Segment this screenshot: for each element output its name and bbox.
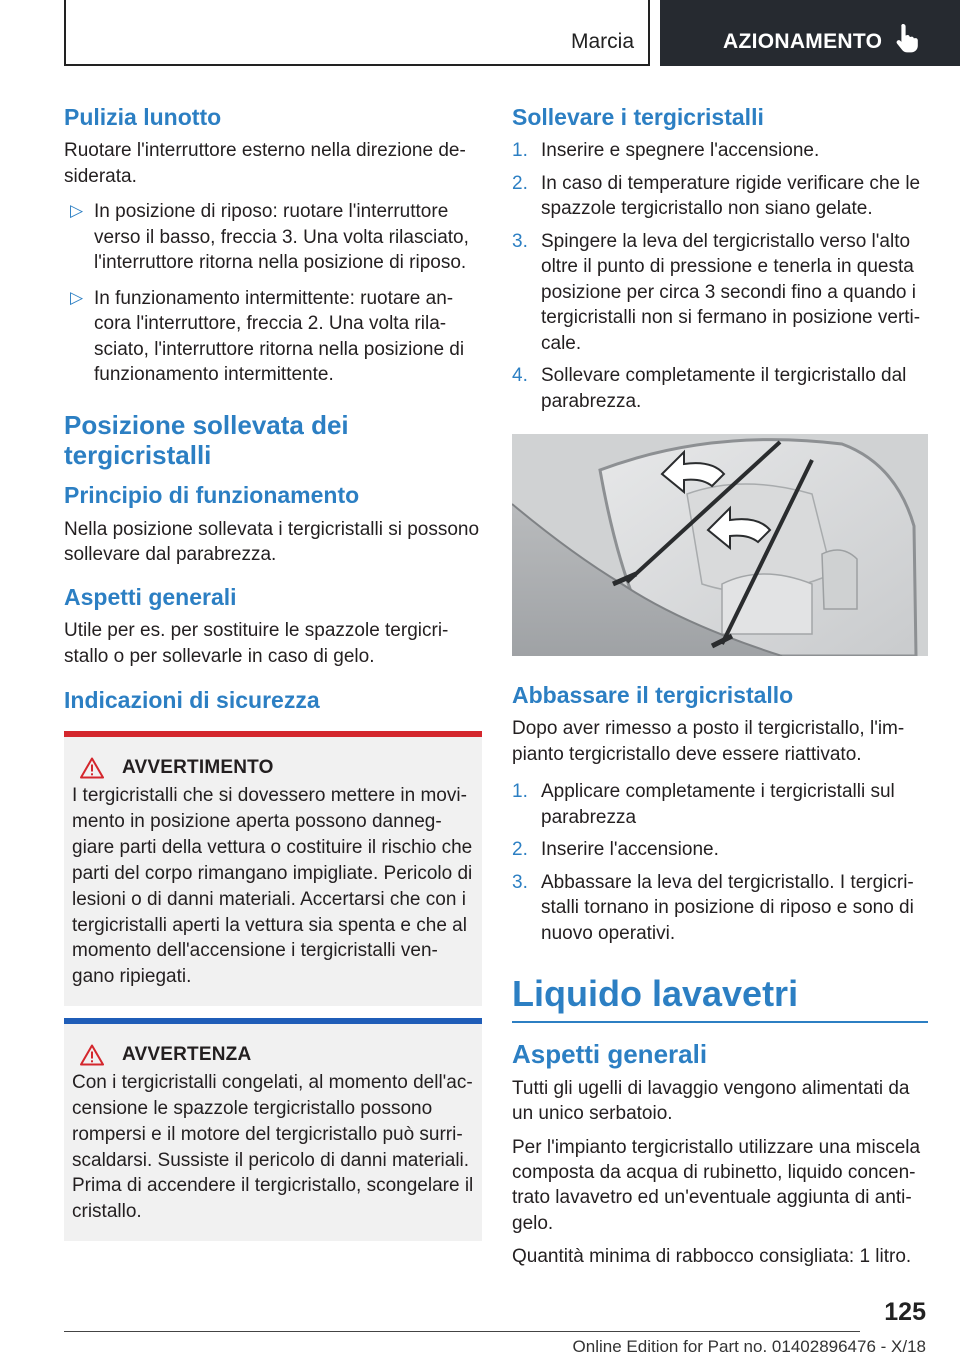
list-item xyxy=(512,171,928,222)
heading-indicazioni-sicurezza: Indicazioni di sicurezza xyxy=(64,687,320,714)
notice-text: Con i tergicristalli congelati, al momento dell'ac-censione le spazzole tergicristallo possono rompersi e il motore del tergicristallo può surri-scaldarsi. Sussiste il pericolo di danni materiali. Prima di accendere il tergicristallo, scongelare il cristallo. xyxy=(72,1072,474,1223)
warning-triangle-icon xyxy=(80,757,104,779)
header-section-box xyxy=(660,0,960,66)
heading-sollevare: Sollevare i tergicristalli xyxy=(512,104,764,130)
bullet-list xyxy=(64,199,482,387)
paragraph-aspetti: Utile per es. per sostituire le spazzole tergicri-stallo o per sollevarle in caso di gelo. xyxy=(64,620,449,667)
warning-triangle-icon xyxy=(80,1044,104,1066)
step-text: Spingere la leva del tergicristallo verso l'alto oltre il punto di pressione e tenerla in questa posizione per circa 3 secondi fino a quando i tergicristalli non si fermano in posizione verti-cale. xyxy=(541,230,921,354)
step-text: Abbassare la leva del tergicristallo. I tergicri-stalli tornano in posizione di riposo e sono di nuovo operativi. xyxy=(541,871,914,944)
right-column xyxy=(512,98,928,1278)
step-number: 1. xyxy=(512,140,528,162)
step-number: 1. xyxy=(512,781,528,803)
left-column xyxy=(64,98,482,1241)
heading-liquido-lavavetri: Liquido lavavetri xyxy=(512,973,799,1015)
step-number: 2. xyxy=(512,839,528,861)
list-item-text: In funzionamento intermittente: ruotare an-cora l'interruttore, freccia 2. Una volta rila-sciato, l'interruttore ritorna nella posizione di funzionamento intermittente. xyxy=(94,287,465,386)
footer-edition: Online Edition for Part no. 01402896476 - X/18 xyxy=(572,1337,926,1356)
paragraph-principio: Nella posizione sollevata i tergicristalli si possono sollevare dal parabrezza. xyxy=(64,518,480,566)
paragraph-miscela: Per l'impianto tergicristallo utilizzare una miscela composta da acqua di rubinetto, liquido concen-trato lavavetro ed un'eventuale aggiunta di anti-gelo. xyxy=(512,1136,921,1234)
heading-posizione-sollevata: Posizione sollevata dei tergicristalli xyxy=(64,409,349,470)
heading-aspetti-generali: Aspetti generali xyxy=(64,583,237,610)
header-subsection-box xyxy=(64,0,650,66)
step-text: In caso di temperature rigide verificare che le spazzole tergicristallo non siano gelate. xyxy=(541,172,921,220)
warning-box xyxy=(64,731,482,1006)
page-header xyxy=(0,0,960,66)
heading-abbassare: Abbassare il tergicristallo xyxy=(512,681,794,708)
list-item xyxy=(512,363,928,414)
wiper-illustration xyxy=(512,434,928,656)
notice-title: AVVERTENZA xyxy=(122,1044,252,1066)
heading-aspetti-generali-2: Aspetti generali xyxy=(512,1039,708,1070)
steps-sollevare xyxy=(512,138,928,414)
warning-title: AVVERTIMENTO xyxy=(122,757,274,779)
footer-divider xyxy=(64,1331,860,1332)
step-number: 3. xyxy=(512,230,528,252)
wiper-raised-image xyxy=(512,434,928,656)
paragraph-abbassare: Dopo aver rimesso a posto il tergicristallo, l'im-pianto tergicristallo deve essere riattivato. xyxy=(512,718,905,765)
hand-pointer-icon xyxy=(894,22,922,54)
list-item xyxy=(512,229,928,356)
steps-abbassare xyxy=(512,779,928,946)
warning-text: I tergicristalli che si dovessero mettere in movi-mento in posizione aperta possono danneg-giare parti della vettura o costituire il rischio che parti del corpo rimangano impigliate. Pericolo di lesioni o di danni materiali. Accertarsi che con i tergicristalli aperti la vettura sia spenta e che al momento dell'accensione i tergicristalli ven-gano ripiegati. xyxy=(72,785,473,988)
list-item xyxy=(512,779,928,830)
notice-header xyxy=(80,1044,474,1066)
triangle-bullet-icon: ▷ xyxy=(70,287,84,307)
list-item-text: In posizione di riposo: ruotare l'interruttore verso il basso, freccia 3. Una volta rilasciato, l'interruttore ritorna nella posizione di riposo. xyxy=(94,201,469,274)
paragraph-ugelli: Tutti gli ugelli di lavaggio vengono alimentati da un unico serbatoio. xyxy=(512,1077,910,1125)
triangle-bullet-icon: ▷ xyxy=(70,201,84,221)
section-rule xyxy=(512,1021,928,1023)
warning-header xyxy=(80,757,474,779)
heading-principio: Principio di funzionamento xyxy=(64,482,360,509)
list-item xyxy=(512,837,928,862)
step-text: Applicare completamente i tergicristalli sul parabrezza xyxy=(541,781,895,828)
step-number: 3. xyxy=(512,871,528,893)
list-item xyxy=(64,199,482,275)
header-section: AZIONAMENTO xyxy=(723,30,883,53)
step-text: Inserire l'accensione. xyxy=(541,839,719,861)
paragraph-pulizia: Ruotare l'interruttore esterno nella direzione de-siderata. xyxy=(64,140,466,187)
list-item xyxy=(512,138,928,163)
list-item xyxy=(64,286,482,388)
list-item xyxy=(512,870,928,946)
header-subsection: Marcia xyxy=(570,30,634,53)
paragraph-quantita: Quantità minima di rabbocco consigliata: 1 litro. xyxy=(512,1246,912,1268)
step-number: 2. xyxy=(512,172,528,194)
heading-pulizia-lunotto: Pulizia lunotto xyxy=(64,104,222,130)
page-number: 125 xyxy=(884,1298,926,1326)
step-number: 4. xyxy=(512,365,528,387)
step-text: Inserire e spegnere l'accensione. xyxy=(541,140,820,162)
notice-box xyxy=(64,1018,482,1241)
step-text: Sollevare completamente il tergicristallo dal parabrezza. xyxy=(541,365,907,412)
